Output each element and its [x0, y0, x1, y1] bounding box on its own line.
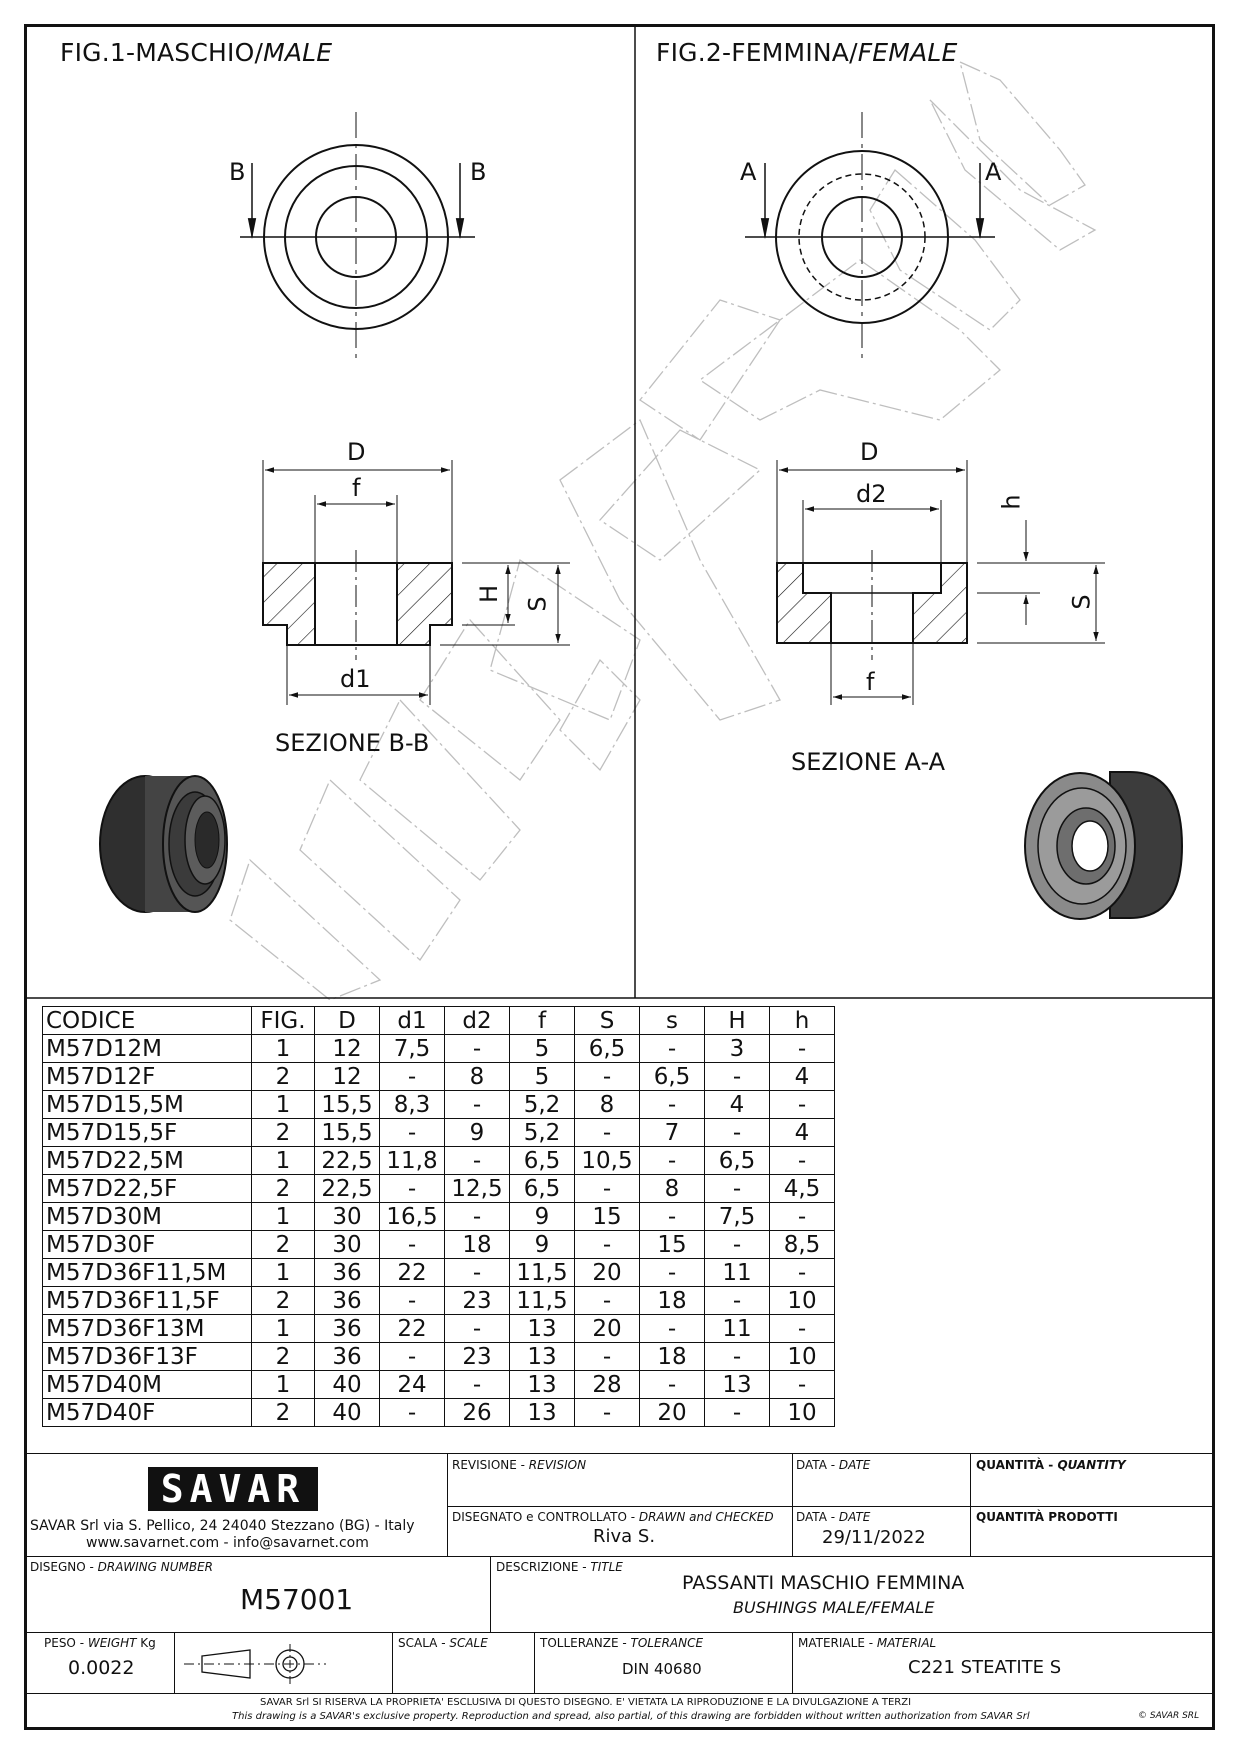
table-cell: 20 — [640, 1399, 705, 1427]
table-cell: - — [380, 1175, 445, 1203]
date-label: DATA - DATE — [796, 1458, 871, 1472]
table-cell: - — [640, 1147, 705, 1175]
table-cell: 28 — [575, 1371, 640, 1399]
table-cell: M57D30F — [43, 1231, 252, 1259]
table-cell: 7,5 — [705, 1203, 770, 1231]
fig2-top-view — [745, 112, 995, 362]
table-cell: - — [575, 1063, 640, 1091]
table-cell: 2 — [252, 1399, 315, 1427]
table-cell: 23 — [445, 1343, 510, 1371]
col-f: f — [510, 1007, 575, 1035]
dim-d2-female: d2 — [856, 480, 887, 508]
dim-f-female: f — [866, 668, 875, 696]
date-value: 29/11/2022 — [822, 1527, 926, 1548]
fig1-title: FIG.1-MASCHIO/MALE — [60, 38, 333, 67]
table-cell: - — [770, 1091, 835, 1119]
title-label: DESCRIZIONE - TITLE — [496, 1560, 623, 1574]
table-cell: 6,5 — [510, 1147, 575, 1175]
table-cell: 2 — [252, 1287, 315, 1315]
female-bushing-render — [1025, 772, 1182, 919]
table-cell: 10 — [770, 1343, 835, 1371]
table-cell: 9 — [445, 1119, 510, 1147]
table-cell: 1 — [252, 1203, 315, 1231]
fig2-title: FIG.2-FEMMINA/FEMALE — [656, 38, 958, 67]
table-cell: 11,5 — [510, 1287, 575, 1315]
tolerance-label: TOLLERANZE - TOLERANCE — [540, 1636, 704, 1650]
table-cell: - — [640, 1371, 705, 1399]
cut-label-left-f: A — [740, 158, 757, 186]
table-cell: 1 — [252, 1259, 315, 1287]
table-cell: 15 — [575, 1203, 640, 1231]
table-row — [43, 1119, 835, 1147]
projection-symbol-icon — [180, 1640, 330, 1688]
dim-H-male: H — [475, 584, 504, 604]
table-cell: 11 — [705, 1259, 770, 1287]
table-cell: - — [380, 1231, 445, 1259]
material-value: C221 STEATITE S — [908, 1657, 1062, 1678]
table-cell: - — [770, 1147, 835, 1175]
table-cell: M57D36F11,5F — [43, 1287, 252, 1315]
title-it: PASSANTI MASCHIO FEMMINA — [682, 1572, 965, 1594]
table-cell: 23 — [445, 1287, 510, 1315]
table-cell: 2 — [252, 1063, 315, 1091]
table-cell: 1 — [252, 1371, 315, 1399]
table-cell: 40 — [315, 1399, 380, 1427]
section-aa-label: SEZIONE A-A — [791, 748, 945, 776]
table-cell: 16,5 — [380, 1203, 445, 1231]
table-cell: - — [705, 1175, 770, 1203]
table-cell: 11 — [705, 1315, 770, 1343]
table-cell: 4 — [770, 1119, 835, 1147]
cut-label-right-f: A — [985, 158, 1002, 186]
table-cell: - — [705, 1063, 770, 1091]
table-cell: 36 — [315, 1287, 380, 1315]
weight-label: PESO - WEIGHT Kg — [44, 1636, 156, 1650]
table-cell: M57D40M — [43, 1371, 252, 1399]
table-cell: M57D36F13M — [43, 1315, 252, 1343]
company-web: www.savarnet.com - info@savarnet.com — [86, 1535, 369, 1551]
table-cell: - — [380, 1399, 445, 1427]
table-cell: - — [770, 1259, 835, 1287]
col-fig: FIG. — [252, 1007, 315, 1035]
table-cell: - — [575, 1399, 640, 1427]
table-row — [43, 1231, 835, 1259]
male-bushing-render — [100, 776, 227, 912]
dim-f-male: f — [352, 474, 361, 502]
table-cell: - — [445, 1203, 510, 1231]
table-cell: 5 — [510, 1063, 575, 1091]
table-cell: M57D12M — [43, 1035, 252, 1063]
table-cell: 1 — [252, 1147, 315, 1175]
table-cell: 8 — [445, 1063, 510, 1091]
tolerance-value: DIN 40680 — [622, 1660, 702, 1678]
table-cell: M57D15,5F — [43, 1119, 252, 1147]
cut-label-right: B — [470, 158, 487, 186]
table-cell: 7,5 — [380, 1035, 445, 1063]
section-bb — [263, 460, 570, 705]
table-cell: - — [705, 1119, 770, 1147]
table-cell: 36 — [315, 1343, 380, 1371]
table-cell: - — [575, 1175, 640, 1203]
table-cell: 22 — [380, 1259, 445, 1287]
table-cell: 5,2 — [510, 1091, 575, 1119]
table-cell: - — [640, 1035, 705, 1063]
col-d1: d1 — [380, 1007, 445, 1035]
table-cell: 40 — [315, 1371, 380, 1399]
table-cell: - — [705, 1287, 770, 1315]
table-row — [43, 1063, 835, 1091]
table-cell: 15,5 — [315, 1119, 380, 1147]
table-cell: - — [770, 1315, 835, 1343]
weight-value: 0.0022 — [68, 1657, 135, 1679]
table-cell: 13 — [705, 1371, 770, 1399]
dim-S-female: S — [1067, 594, 1096, 610]
table-row — [43, 1399, 835, 1427]
table-cell: M57D30M — [43, 1203, 252, 1231]
dim-d1-male: d1 — [340, 665, 371, 693]
table-cell: M57D40F — [43, 1399, 252, 1427]
table-cell: 6,5 — [510, 1175, 575, 1203]
table-cell: M57D15,5M — [43, 1091, 252, 1119]
table-row — [43, 1287, 835, 1315]
table-row — [43, 1203, 835, 1231]
table-cell: - — [445, 1091, 510, 1119]
table-row — [43, 1343, 835, 1371]
dim-D-male: D — [347, 438, 366, 466]
table-cell: 10 — [770, 1399, 835, 1427]
table-cell: 20 — [575, 1259, 640, 1287]
table-cell: 3 — [705, 1035, 770, 1063]
table-cell: 4 — [705, 1091, 770, 1119]
table-cell: 36 — [315, 1315, 380, 1343]
table-cell: - — [575, 1287, 640, 1315]
table-cell: - — [445, 1147, 510, 1175]
table-cell: 15 — [640, 1231, 705, 1259]
table-cell: 2 — [252, 1175, 315, 1203]
table-cell: - — [640, 1259, 705, 1287]
table-cell: - — [705, 1343, 770, 1371]
table-cell: 10,5 — [575, 1147, 640, 1175]
table-cell: 30 — [315, 1203, 380, 1231]
table-cell: 8,3 — [380, 1091, 445, 1119]
copyright: © SAVAR SRL — [1138, 1711, 1200, 1721]
col-h: h — [770, 1007, 835, 1035]
table-cell: M57D22,5F — [43, 1175, 252, 1203]
table-cell: - — [445, 1315, 510, 1343]
table-row — [43, 1035, 835, 1063]
table-cell: 8 — [640, 1175, 705, 1203]
table-row — [43, 1147, 835, 1175]
drawing-number-label: DISEGNO - DRAWING NUMBER — [30, 1560, 214, 1574]
footer-it: SAVAR Srl SI RISERVA LA PROPRIETA' ESCLUSIVA DI QUESTO DISEGNO. E' VIETATA LA RIPRODUZIONE E LA DIVULGAZIONE A TERZI — [260, 1697, 912, 1708]
table-cell: 13 — [510, 1343, 575, 1371]
table-cell: - — [640, 1203, 705, 1231]
table-cell: 13 — [510, 1315, 575, 1343]
table-cell: 1 — [252, 1315, 315, 1343]
table-cell: 6,5 — [575, 1035, 640, 1063]
material-label: MATERIALE - MATERIAL — [798, 1636, 937, 1650]
table-cell: 24 — [380, 1371, 445, 1399]
table-cell: 22 — [380, 1315, 445, 1343]
table-cell: 8,5 — [770, 1231, 835, 1259]
cut-label-left: B — [229, 158, 246, 186]
scale-label: SCALA - SCALE — [398, 1636, 488, 1650]
table-cell: - — [445, 1035, 510, 1063]
table-cell: M57D22,5M — [43, 1147, 252, 1175]
table-cell: 15,5 — [315, 1091, 380, 1119]
watermark-logo — [230, 62, 1095, 1000]
table-cell: 9 — [510, 1231, 575, 1259]
table-cell: 30 — [315, 1231, 380, 1259]
table-cell: 18 — [640, 1287, 705, 1315]
col-S: S — [575, 1007, 640, 1035]
table-cell: 2 — [252, 1343, 315, 1371]
col-H: H — [705, 1007, 770, 1035]
table-row — [43, 1315, 835, 1343]
table-cell: 12 — [315, 1063, 380, 1091]
table-cell: M57D36F13F — [43, 1343, 252, 1371]
table-cell: 12 — [315, 1035, 380, 1063]
table-cell: - — [640, 1091, 705, 1119]
table-cell: 1 — [252, 1035, 315, 1063]
table-cell: - — [380, 1063, 445, 1091]
table-cell: 22,5 — [315, 1147, 380, 1175]
col-d2: d2 — [445, 1007, 510, 1035]
table-row — [43, 1091, 835, 1119]
table-cell: - — [705, 1231, 770, 1259]
table-cell: 26 — [445, 1399, 510, 1427]
dim-S-male: S — [523, 596, 552, 612]
table-cell: 12,5 — [445, 1175, 510, 1203]
quantity-label: QUANTITÀ - QUANTITY — [976, 1458, 1126, 1472]
table-cell: 2 — [252, 1231, 315, 1259]
section-bb-label: SEZIONE B-B — [275, 729, 430, 757]
table-cell: - — [575, 1231, 640, 1259]
table-cell: 1 — [252, 1091, 315, 1119]
qty-products-label: QUANTITÀ PRODOTTI — [976, 1510, 1118, 1524]
dim-D-female: D — [860, 438, 879, 466]
table-cell: 4,5 — [770, 1175, 835, 1203]
table-cell: 6,5 — [640, 1063, 705, 1091]
col-s: s — [640, 1007, 705, 1035]
section-aa — [777, 460, 1105, 705]
drawn-value: Riva S. — [593, 1526, 656, 1547]
table-cell: - — [380, 1287, 445, 1315]
revision-label: REVISIONE - REVISION — [452, 1458, 587, 1472]
table-cell: 11,8 — [380, 1147, 445, 1175]
table-cell: 10 — [770, 1287, 835, 1315]
table-cell: - — [770, 1371, 835, 1399]
table-cell: - — [445, 1371, 510, 1399]
table-cell: - — [770, 1035, 835, 1063]
table-cell: 8 — [575, 1091, 640, 1119]
table-cell: 11,5 — [510, 1259, 575, 1287]
dimensions-table — [42, 1006, 835, 1427]
table-cell: 36 — [315, 1259, 380, 1287]
dim-h-female: h — [997, 494, 1026, 510]
table-cell: 18 — [640, 1343, 705, 1371]
fig1-top-view — [240, 112, 475, 362]
savar-logo: SAVAR — [148, 1467, 318, 1511]
table-cell: - — [640, 1315, 705, 1343]
table-cell: M57D12F — [43, 1063, 252, 1091]
table-header-row — [43, 1007, 835, 1035]
company-address: SAVAR Srl via S. Pellico, 24 24040 Stezzano (BG) - Italy — [30, 1518, 415, 1534]
table-cell: 5 — [510, 1035, 575, 1063]
table-cell: 2 — [252, 1119, 315, 1147]
table-cell: 4 — [770, 1063, 835, 1091]
table-cell: - — [575, 1343, 640, 1371]
col-codice: CODICE — [43, 1007, 252, 1035]
table-cell: - — [380, 1119, 445, 1147]
table-cell: - — [575, 1119, 640, 1147]
col-D: D — [315, 1007, 380, 1035]
table-cell: 20 — [575, 1315, 640, 1343]
table-cell: 22,5 — [315, 1175, 380, 1203]
table-cell: 6,5 — [705, 1147, 770, 1175]
drawn-label: DISEGNATO e CONTROLLATO - DRAWN and CHECKED — [452, 1510, 774, 1524]
table-row — [43, 1175, 835, 1203]
table-cell: - — [770, 1203, 835, 1231]
footer-en: This drawing is a SAVAR's exclusive property. Reproduction and spread, also partial, of this drawing are forbidden without written authorization from SAVAR Srl — [232, 1711, 1030, 1722]
table-cell: 13 — [510, 1399, 575, 1427]
table-cell: 18 — [445, 1231, 510, 1259]
table-row — [43, 1371, 835, 1399]
drawing-number: M57001 — [240, 1583, 354, 1616]
title-en: BUSHINGS MALE/FEMALE — [733, 1598, 935, 1617]
table-cell: 5,2 — [510, 1119, 575, 1147]
table-cell: M57D36F11,5M — [43, 1259, 252, 1287]
table-row — [43, 1259, 835, 1287]
table-cell: - — [445, 1259, 510, 1287]
table-cell: 7 — [640, 1119, 705, 1147]
table-cell: - — [380, 1343, 445, 1371]
table-cell: 9 — [510, 1203, 575, 1231]
table-cell: - — [705, 1399, 770, 1427]
date2-label: DATA - DATE — [796, 1510, 871, 1524]
table-cell: 13 — [510, 1371, 575, 1399]
